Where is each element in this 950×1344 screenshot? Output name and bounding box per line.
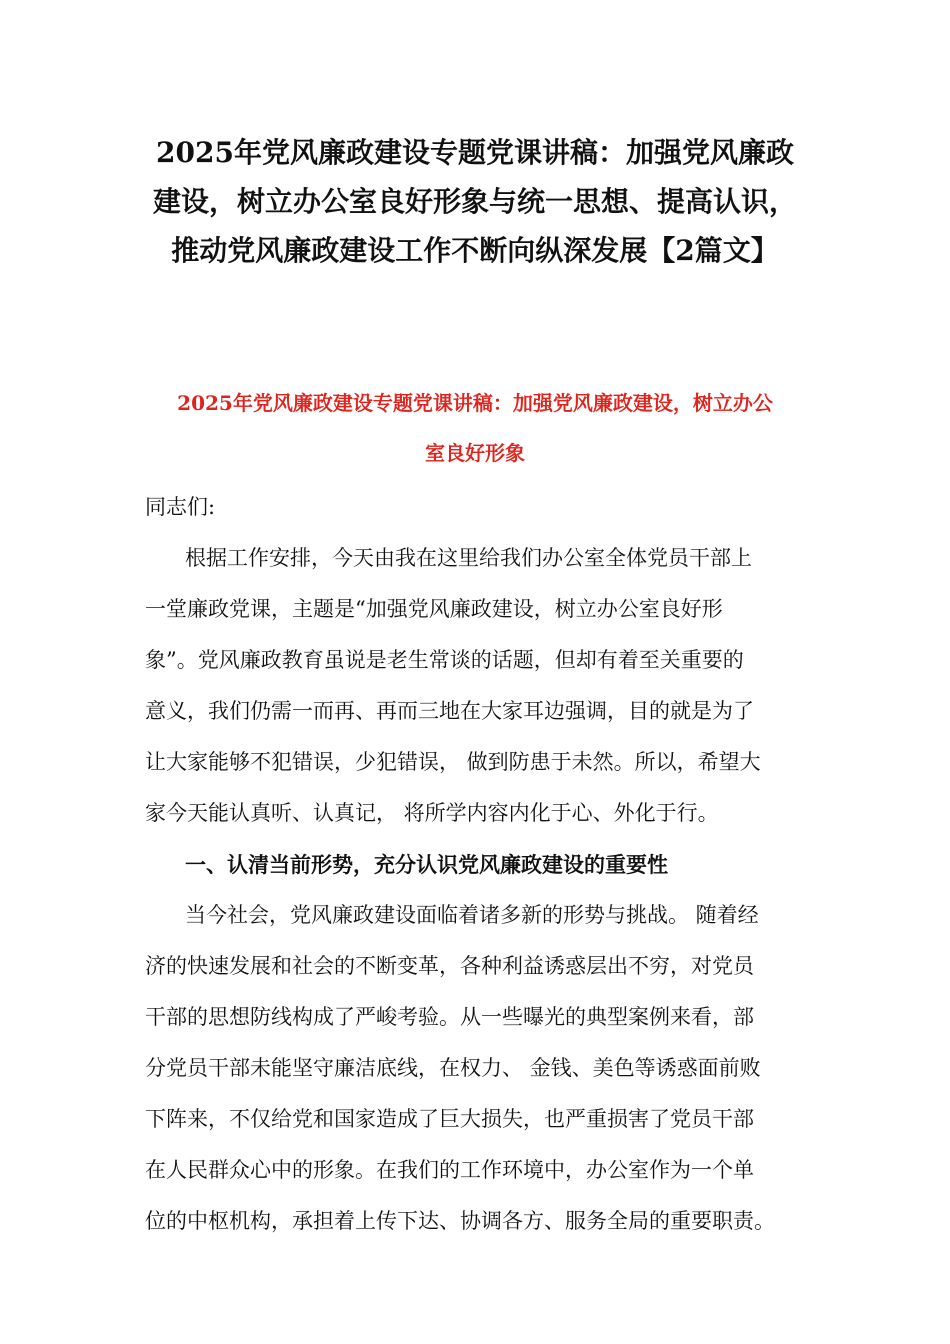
paragraph-line: 根据工作安排，今天由我在这里给我们办公室全体党员干部上 <box>185 546 752 570</box>
document-title <box>120 128 830 275</box>
paragraph-line: 象”。党风廉政教育虽说是老生常谈的话题，但却有着至关重要的 <box>145 648 744 672</box>
paragraph-line: 位的中枢机构，承担着上传下达、协调各方、服务全局的重要职责。 <box>145 1209 775 1233</box>
paragraph-line: 一堂廉政党课，主题是“加强党风廉政建设，树立办公室良好形 <box>145 597 723 621</box>
paragraph-line: 让大家能够不犯错误，少犯错误， 做到防患于未然。所以，希望大 <box>145 750 761 774</box>
paragraph-line: 意义，我们仍需一而再、再而三地在大家耳边强调，目的就是为了 <box>145 699 754 723</box>
paragraph-line: 干部的思想防线构成了严峻考验。从一些曝光的典型案例来看，部 <box>145 1005 754 1029</box>
document-title-line: 推动党风廉政建设工作不断向纵深发展【2篇文】 <box>171 234 779 267</box>
salutation: 同志们: <box>145 495 216 519</box>
paragraph-line: 在人民群众心中的形象。在我们的工作环境中，办公室作为一个单 <box>145 1158 754 1182</box>
section-title-line: 室良好形象 <box>425 441 525 465</box>
section-title <box>120 378 830 478</box>
document-title-line: 2025年党风廉政建设专题党课讲稿：加强党风廉政 <box>156 136 794 169</box>
paragraph-line: 下阵来，不仅给党和国家造成了巨大损失，也严重损害了党员干部 <box>145 1107 754 1131</box>
paragraph-line: 济的快速发展和社会的不断变革，各种利益诱惑层出不穷，对党员 <box>145 954 754 978</box>
paragraph-line: 分党员干部未能坚守廉洁底线，在权力、 金钱、美色等诱惑面前败 <box>145 1056 761 1080</box>
document-body <box>145 482 830 1247</box>
document-title-line: 建设，树立办公室良好形象与统一思想、提高认识， <box>152 185 797 218</box>
paragraph-line: 家今天能认真听、认真记， 将所学内容内化于心、外化于行。 <box>145 801 719 825</box>
paragraph-line: 当今社会，党风廉政建设面临着诸多新的形势与挑战。 随着经 <box>185 903 759 927</box>
section-heading: 一、认清当前形势，充分认识党风廉政建设的重要性 <box>185 852 668 877</box>
section-title-line: 2025年党风廉政建设专题党课讲稿：加强党风廉政建设，树立办公 <box>177 391 773 415</box>
